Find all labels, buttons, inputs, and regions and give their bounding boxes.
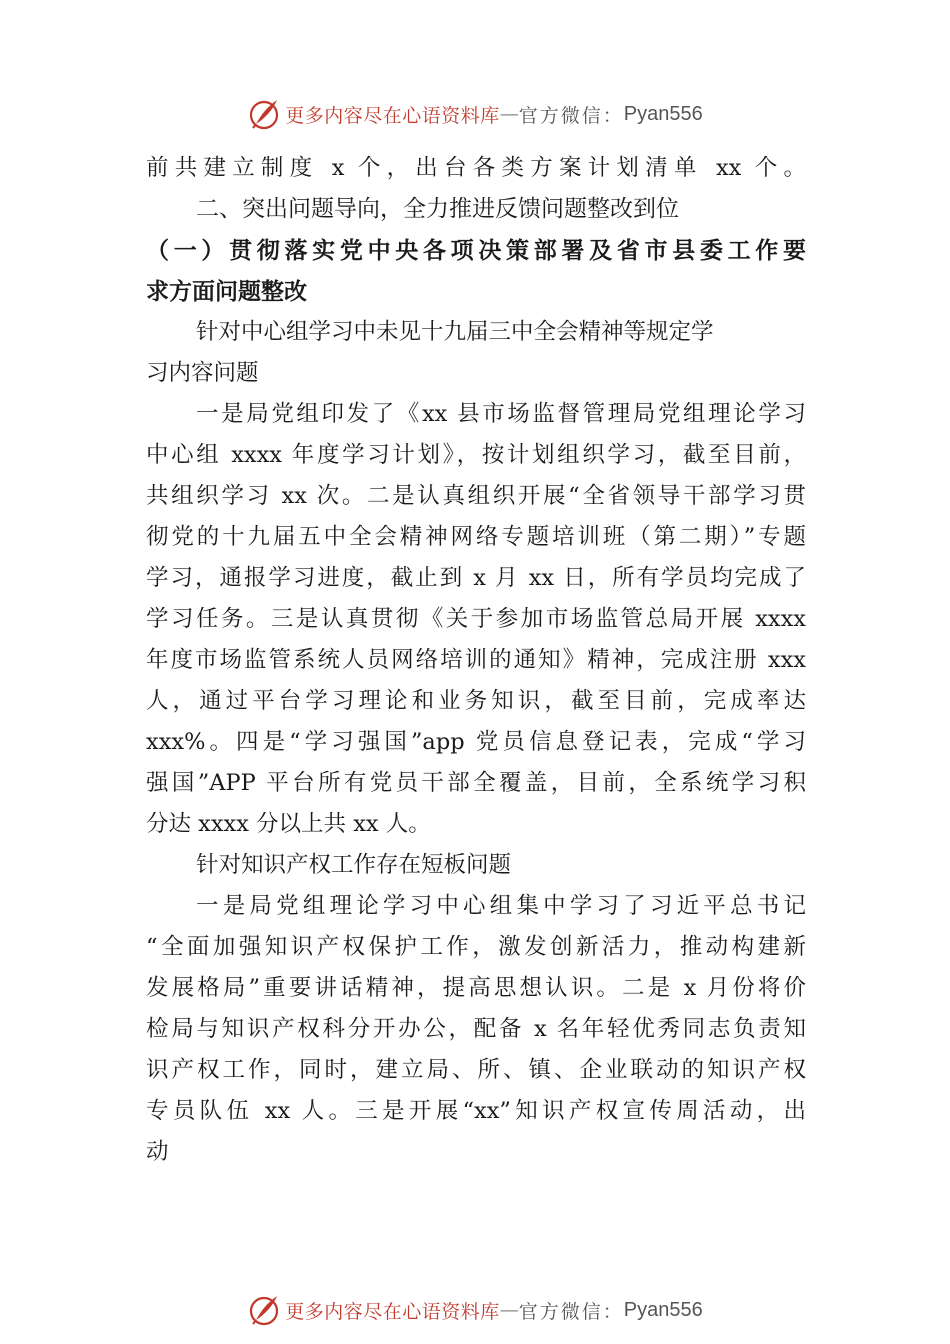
paragraph-line: 专员队伍 xx 人。三是开展“xx”知识产权宣传周活动，出 xyxy=(146,1098,806,1124)
paragraph-line: 动 xyxy=(146,1139,169,1165)
paragraph-line: 学习任务。三是认真贯彻《关于参加市场监管总局开展 xxxx xyxy=(146,606,806,632)
feather-pen-icon xyxy=(247,1293,281,1327)
paragraph-line: xxx%。四是“学习强国”app 党员信息登记表，完成“学习 xyxy=(146,729,806,755)
paragraph-line: “全面加强知识产权保护工作，激发创新活力，推动构建新 xyxy=(146,934,806,960)
watermark-brand-text: 更多内容尽在心语资料库 xyxy=(285,104,500,127)
watermark-separator: — xyxy=(499,1299,519,1321)
paragraph-line: 强国”APP 平台所有党员干部全覆盖，目前，全系统学习积 xyxy=(146,770,806,796)
paragraph-line: 检局与知识产权科分开办公，配备 x 名年轻优秀同志负责知 xyxy=(146,1016,806,1042)
paragraph-line: 彻党的十九届五中全会精神网络专题培训班（第二期）”专题 xyxy=(146,524,806,550)
section-heading: 二、突出问题导向，全力推进反馈问题整改到位 xyxy=(196,196,679,222)
paragraph-line: 学习，通报学习进度，截止到 x 月 xx 日，所有学员均完成了 xyxy=(146,565,806,591)
watermark-separator: — xyxy=(499,103,519,125)
watermark-brand-text: 更多内容尽在心语资料库 xyxy=(285,1300,500,1323)
issue-title: 针对知识产权工作存在短板问题 xyxy=(196,852,512,878)
footer-watermark xyxy=(0,1290,950,1330)
watermark-wechat-id: Pyan556 xyxy=(623,102,703,125)
paragraph-line: 共组织学习 xx 次。二是认真组织开展“全省领导干部学习贯 xyxy=(146,483,806,509)
paragraph-line: 年度市场监管系统人员网络培训的通知》精神，完成注册 xxx xyxy=(146,647,806,673)
paragraph-line: 一是局党组印发了《xx 县市场监督管理局党组理论学习 xyxy=(196,401,806,427)
paragraph-line: 分达 xxxx 分以上共 xx 人。 xyxy=(146,811,431,837)
watermark-official-label: 官方微信： xyxy=(518,1300,624,1323)
header-watermark xyxy=(0,94,950,134)
subsection-heading-cont: 求方面问题整改 xyxy=(146,278,307,305)
issue-title: 针对中心组学习中未见十九届三中全会精神等规定学 xyxy=(196,319,714,345)
watermark-official-label: 官方微信： xyxy=(518,104,624,127)
paragraph-line: 一是局党组理论学习中心组集中学习了习近平总书记 xyxy=(196,893,806,919)
paragraph-line: 发展格局”重要讲话精神，提高思想认识。二是 x 月份将价 xyxy=(146,975,806,1001)
paragraph-line: 中心组 xxxx 年度学习计划》，按计划组织学习，截至目前， xyxy=(146,442,806,468)
paragraph-line: 识产权工作，同时，建立局、所、镇、企业联动的知识产权 xyxy=(146,1057,806,1083)
document-body xyxy=(146,148,806,1173)
paragraph-line: 人，通过平台学习理论和业务知识，截至目前，完成率达 xyxy=(146,688,806,714)
subsection-heading: （一）贯彻落实党中央各项决策部署及省市县委工作要 xyxy=(146,237,806,264)
paragraph-line: 前共建立制度 x 个，出台各类方案计划清单 xx 个。 xyxy=(146,155,806,181)
issue-title-cont: 习内容问题 xyxy=(146,360,259,386)
feather-pen-icon xyxy=(247,97,281,131)
watermark-wechat-id: Pyan556 xyxy=(623,1298,703,1321)
